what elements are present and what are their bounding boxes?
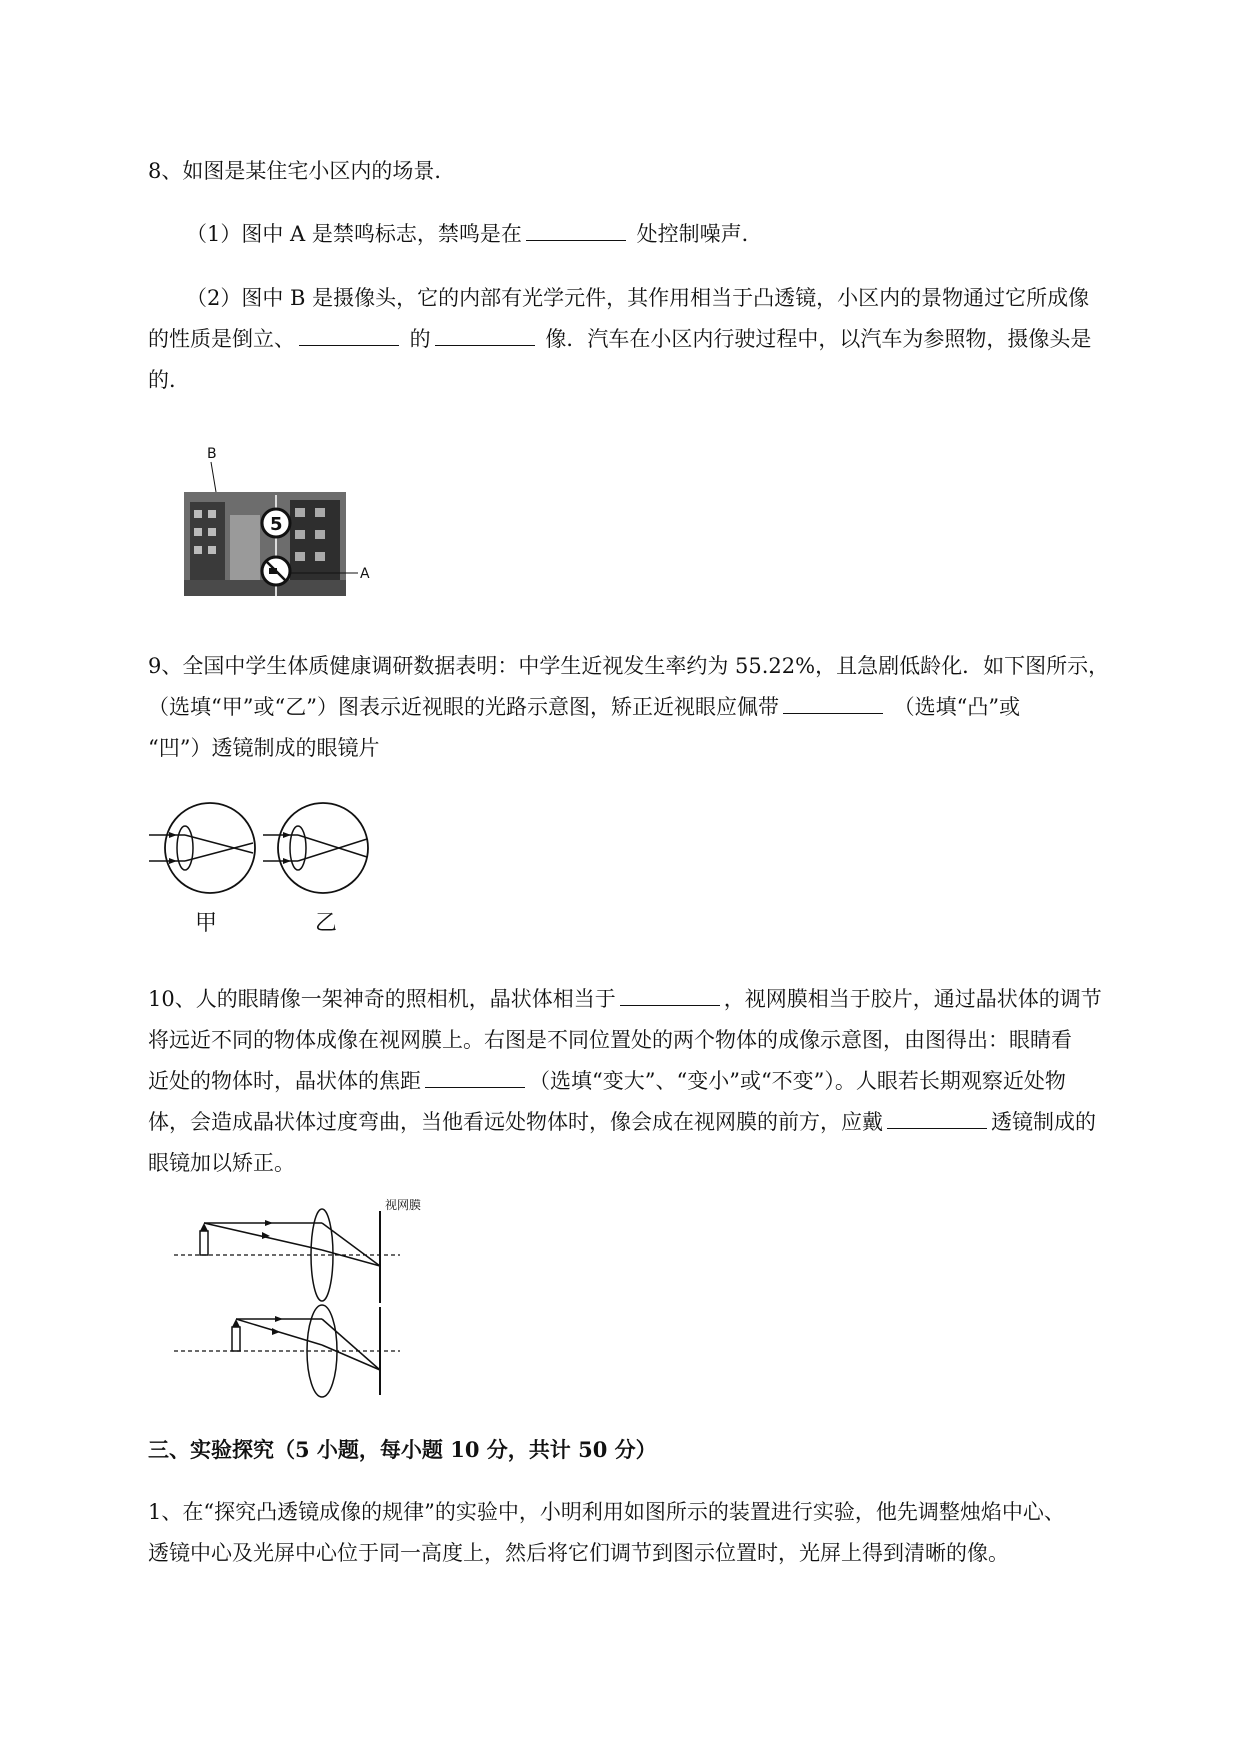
q9-text-b: （选填“凸”或 [886,695,1021,719]
q8-part2-line1: （2）图中 B 是摄像头，它的内部有光学元件，其作用相当于凸透镜，小区内的景物通过它所成像 [186,286,1090,310]
q8-part2-text-c: 像．汽车在小区内行驶过程中，以汽车为参照物，摄像头是 [538,327,1092,351]
answer-blank[interactable] [887,1108,987,1129]
q10-text-a: 10、人的眼睛像一架神奇的照相机，晶状体相当于 [148,987,616,1011]
eye-yi [263,803,368,893]
q8-stem: 8、如图是某住宅小区内的场景． [148,159,456,183]
section-heading: 三、实验探究（5 小题，每小题 10 分，共计 50 分） [148,1437,657,1462]
q8-part1 [186,220,763,248]
q10-text-d: （选填“变大”、“变小”或“不变”）。人眼若长期观察近处物 [529,1069,1066,1093]
eye-jia [149,803,255,893]
speed-limit-number: 5 [270,514,283,535]
retina-label: 视网膜 [385,1198,422,1212]
answer-blank[interactable] [425,1067,525,1088]
label-b: B [207,446,217,462]
q8-part2-text-b: 的 [403,327,431,351]
q8-part2-line3: 的． [148,368,190,392]
q10-line4 [148,1108,1096,1136]
answer-blank[interactable] [620,985,720,1006]
q10-line1 [148,985,1102,1013]
q9-line2 [148,693,1020,721]
answer-blank[interactable] [435,325,535,346]
answer-blank[interactable] [526,220,626,241]
q10-text-f: 透镜制成的 [991,1110,1096,1134]
label-jia: 甲 [195,911,218,936]
q10-text-c: 近处的物体时，晶状体的焦距 [148,1069,421,1093]
diagram-far-object [174,1198,421,1303]
q9-line3: “凹”）透镜制成的眼镜片 [148,736,380,760]
q10-text-e: 体，会造成晶状体过度弯曲，当他看远处物体时，像会成在视网膜的前方，应戴 [148,1110,883,1134]
answer-blank[interactable] [299,325,399,346]
label-yi: 乙 [315,911,338,936]
q8-figure [180,440,380,600]
q9-figure [145,795,385,945]
q8-part1-text: （1）图中 A 是禁鸣标志，禁鸣是在 [186,222,522,246]
q8-part2-line2 [148,325,1091,353]
q8-part2-text-a: 的性质是倒立、 [148,327,295,351]
exp1-line2: 透镜中心及光屏中心位于同一高度上，然后将它们调节到图示位置时，光屏上得到清晰的像。 [148,1541,1009,1565]
q10-line2: 将远近不同的物体成像在视网膜上。右图是不同位置处的两个物体的成像示意图，由图得出：眼睛看 [148,1028,1072,1052]
q10-figure [170,1195,460,1400]
q10-line3 [148,1067,1066,1095]
q9-line1: 9、全国中学生体质健康调研数据表明：中学生近视发生率约为 55.22%，且急剧低龄化．如下图所示， [148,654,1110,678]
diagram-near-object [174,1305,400,1397]
q8-part1-text-end: 处控制噪声． [629,222,763,246]
q10-line5: 眼镜加以矫正。 [148,1151,295,1175]
q9-text-a: （选填“甲”或“乙”）图表示近视眼的光路示意图，矫正近视眼应佩带 [148,695,779,719]
label-a: A [360,566,370,582]
q10-text-b: ，视网膜相当于胶片，通过晶状体的调节 [723,987,1102,1011]
exp1-line1: 1、在“探究凸透镜成像的规律”的实验中，小明利用如图所示的装置进行实验，他先调整烛焰中心、 [148,1500,1065,1524]
answer-blank[interactable] [783,693,883,714]
